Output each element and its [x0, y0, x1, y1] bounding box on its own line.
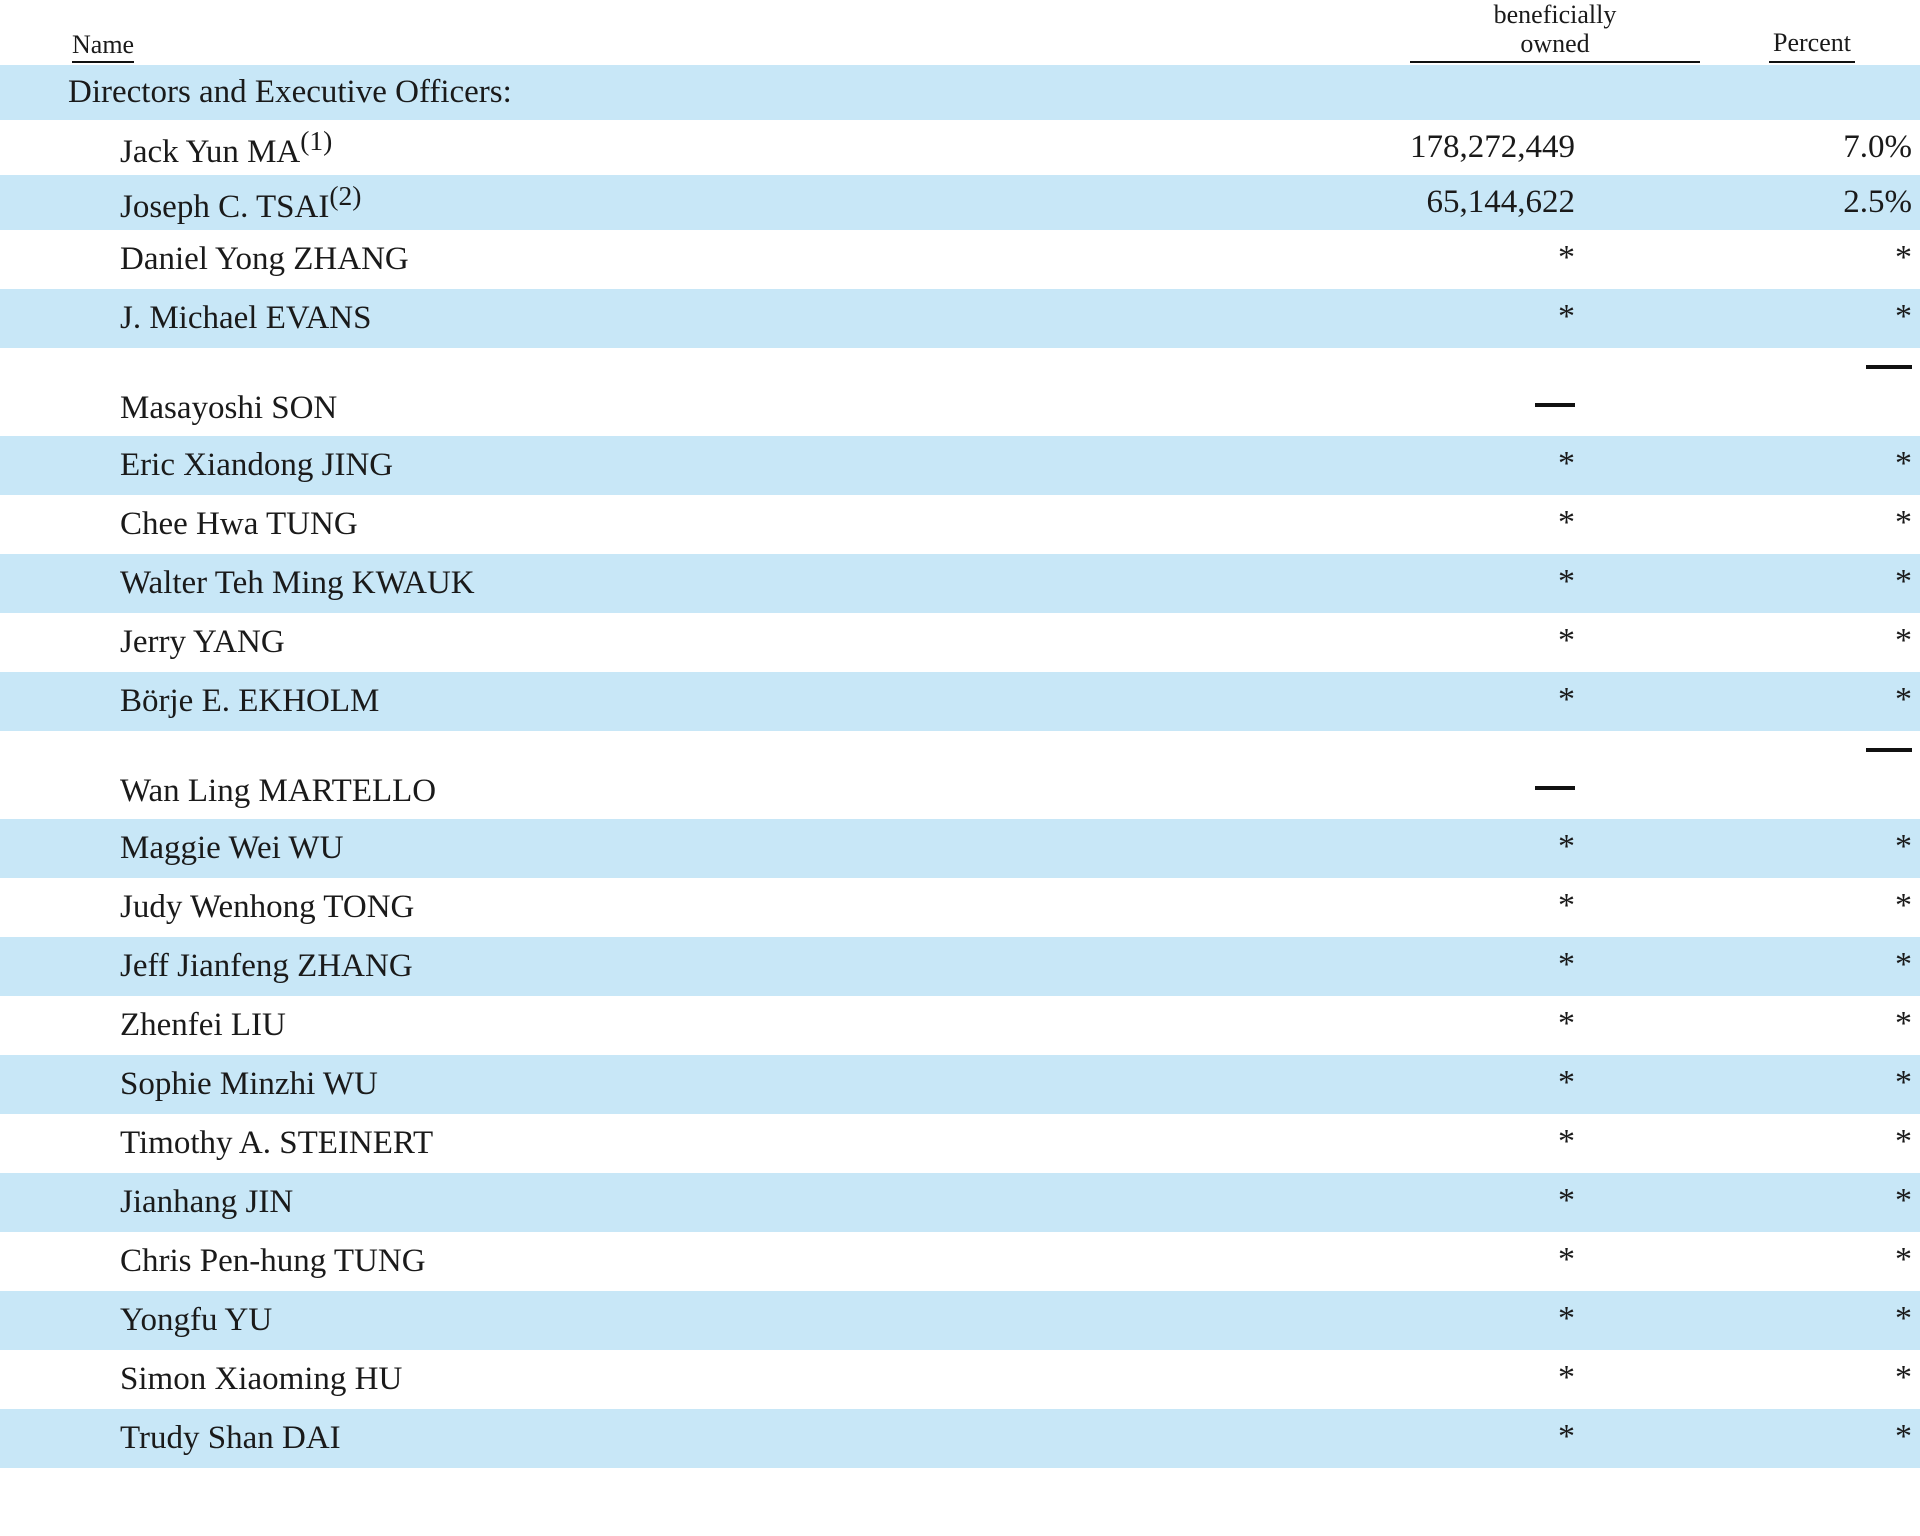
row-shares: * — [1558, 503, 1575, 541]
row-name: Masayoshi SON — [120, 390, 338, 427]
row-name: Yongfu YU — [0, 1291, 1410, 1350]
row-percent: * — [1710, 1173, 1920, 1232]
row-shares: * — [1410, 289, 1710, 348]
table-row — [0, 937, 1920, 996]
row-name-text: Joseph C. TSAI — [120, 188, 330, 225]
table-row — [0, 554, 1920, 613]
row-name: Maggie Wei WU — [0, 819, 1410, 878]
row-shares — [1410, 381, 1710, 436]
header-shares — [1410, 0, 1710, 65]
row-name: Chris Pen-hung TUNG — [120, 1243, 426, 1280]
rule-shares — [1410, 348, 1710, 381]
row-shares: * — [1410, 819, 1710, 878]
row-footnote-marker: (2) — [329, 179, 362, 211]
row-name: Simon Xiaoming HU — [120, 1361, 403, 1398]
row-shares: 178,272,449 — [1410, 129, 1575, 166]
row-name: Judy Wenhong TONG — [120, 889, 415, 926]
row-shares: * — [1558, 621, 1575, 659]
table-row — [0, 672, 1920, 731]
rule-percent — [1710, 348, 1920, 381]
row-name — [0, 120, 1410, 175]
row-shares: 65,144,622 — [1410, 175, 1710, 230]
row-shares: * — [1410, 1173, 1710, 1232]
row-name: Trudy Shan DAI — [0, 1409, 1410, 1468]
subtotal-rule-row — [0, 731, 1920, 764]
table-row — [0, 819, 1920, 878]
table-row — [0, 1173, 1920, 1232]
rule-spacer — [0, 731, 1410, 764]
row-percent — [1710, 381, 1920, 436]
row-footnote-marker: (1) — [300, 124, 333, 156]
table-row — [0, 175, 1920, 230]
row-shares: * — [1558, 886, 1575, 924]
row-shares: * — [1410, 672, 1710, 731]
row-shares: * — [1410, 1409, 1710, 1468]
header-shares-line2: owned — [1410, 29, 1700, 63]
table-row — [0, 230, 1920, 289]
row-percent: * — [1710, 937, 1920, 996]
row-shares: * — [1410, 1291, 1710, 1350]
row-shares: * — [1410, 554, 1710, 613]
row-name: Timothy A. STEINERT — [120, 1125, 434, 1162]
em-dash — [1535, 786, 1575, 790]
table-row — [0, 1350, 1920, 1409]
row-percent: 2.5% — [1710, 175, 1920, 230]
row-name: Chee Hwa TUNG — [120, 506, 358, 543]
row-shares: * — [1558, 1004, 1575, 1042]
row-name: Jianhang JIN — [0, 1173, 1410, 1232]
row-shares: * — [1558, 1240, 1575, 1278]
row-name-text: Jack Yun MA — [120, 133, 301, 170]
row-percent: * — [1895, 886, 1912, 924]
rule-spacer — [0, 348, 1410, 381]
row-percent: * — [1710, 672, 1920, 731]
row-percent: * — [1710, 1055, 1920, 1114]
row-name: Eric Xiandong JING — [0, 436, 1410, 495]
row-percent: * — [1895, 503, 1912, 541]
row-percent: * — [1710, 1409, 1920, 1468]
header-percent-label: Percent — [1769, 28, 1855, 63]
table-row — [0, 495, 1920, 554]
row-name: Walter Teh Ming KWAUK — [0, 554, 1410, 613]
row-name: Jerry YANG — [120, 624, 285, 661]
row-percent: * — [1895, 1358, 1912, 1396]
section-percent — [1710, 65, 1920, 120]
table-row — [0, 120, 1920, 175]
rule-line — [1866, 365, 1912, 369]
row-name: Jeff Jianfeng ZHANG — [0, 937, 1410, 996]
row-shares: * — [1410, 937, 1710, 996]
table-row — [0, 436, 1920, 495]
header-name-label: Name — [72, 30, 134, 63]
rule-shares — [1410, 731, 1710, 764]
row-percent: * — [1895, 1240, 1912, 1278]
row-shares: * — [1410, 1055, 1710, 1114]
row-shares — [1410, 764, 1710, 819]
row-name: Sophie Minzhi WU — [0, 1055, 1410, 1114]
header-percent — [1710, 0, 1920, 65]
row-name: J. Michael EVANS — [0, 289, 1410, 348]
row-shares: * — [1558, 1358, 1575, 1396]
table-row — [0, 1232, 1920, 1291]
row-name — [0, 175, 1410, 230]
table-row-section — [0, 65, 1920, 120]
em-dash — [1535, 403, 1575, 407]
table-row — [0, 1114, 1920, 1173]
table-row — [0, 878, 1920, 937]
subtotal-rule-row — [0, 348, 1920, 381]
row-percent: * — [1895, 621, 1912, 659]
row-name: Wan Ling MARTELLO — [120, 773, 437, 810]
row-shares: * — [1558, 1122, 1575, 1160]
row-percent: * — [1895, 238, 1912, 276]
section-shares — [1410, 65, 1710, 120]
header-row — [0, 0, 1920, 65]
row-name: Daniel Yong ZHANG — [120, 241, 409, 278]
row-percent: 7.0% — [1843, 129, 1912, 166]
table-row — [0, 613, 1920, 672]
row-shares: * — [1410, 436, 1710, 495]
row-shares: * — [1558, 238, 1575, 276]
table-row — [0, 381, 1920, 436]
table-row — [0, 996, 1920, 1055]
row-percent: * — [1710, 436, 1920, 495]
row-percent: * — [1710, 1291, 1920, 1350]
header-name — [0, 0, 1410, 65]
table-body — [0, 65, 1920, 1468]
table-row — [0, 1055, 1920, 1114]
section-label: Directors and Executive Officers: — [0, 65, 1410, 120]
row-percent: * — [1710, 554, 1920, 613]
header-shares-line1: beneficially — [1493, 0, 1617, 29]
row-percent — [1710, 764, 1920, 819]
rule-line — [1866, 748, 1912, 752]
row-percent: * — [1710, 819, 1920, 878]
table-row — [0, 764, 1920, 819]
table-row — [0, 289, 1920, 348]
row-percent: * — [1895, 1122, 1912, 1160]
row-name: Börje E. EKHOLM — [0, 672, 1410, 731]
row-percent: * — [1895, 1004, 1912, 1042]
row-name: Zhenfei LIU — [120, 1007, 286, 1044]
rule-percent — [1710, 731, 1920, 764]
table-row — [0, 1409, 1920, 1468]
row-percent: * — [1710, 289, 1920, 348]
table-header — [0, 0, 1920, 65]
table-row — [0, 1291, 1920, 1350]
